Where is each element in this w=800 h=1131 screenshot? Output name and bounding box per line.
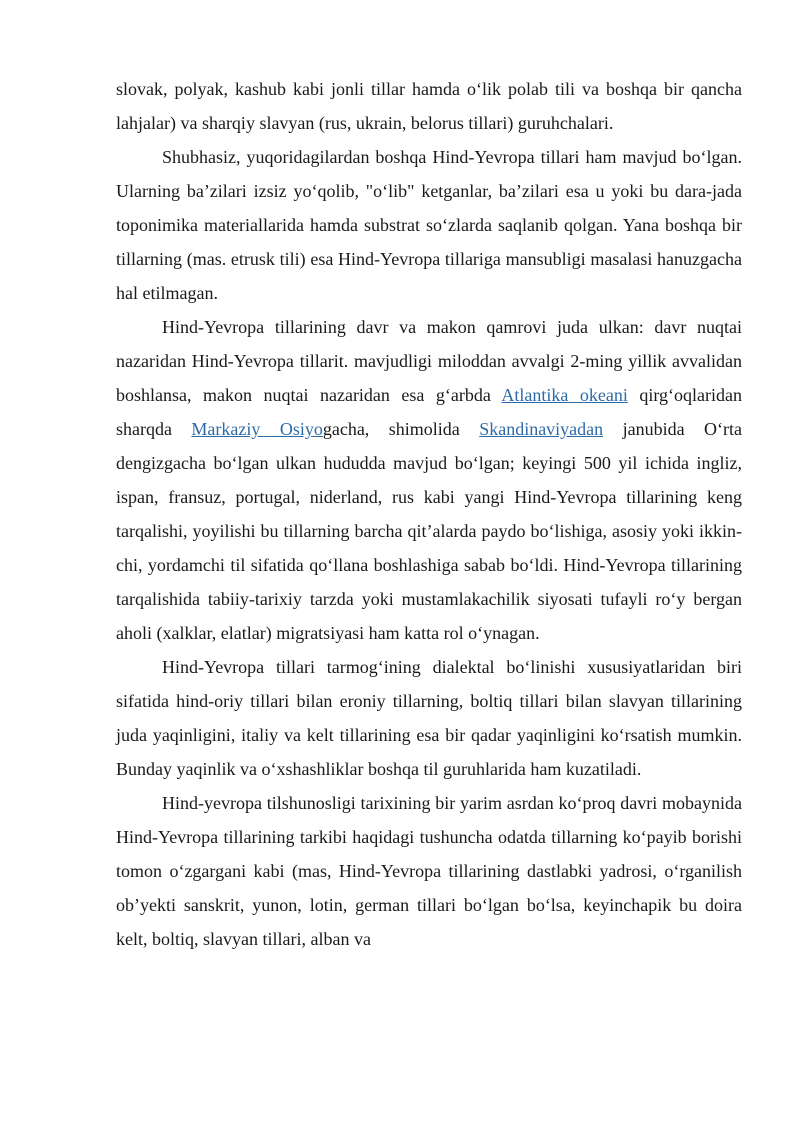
paragraph-text: janubida O‘rta dengizgacha bo‘lgan ulkan hududda mavjud bo‘lgan; keyingi 500 yil ichida ingliz, ispan, fransuz, portugal, niderland, rus kabi yangi Hind-Yevropa tillarining keng tarqalishi, yoyilishi bu tillarning barcha qit’alarda paydo bo‘lishiga, asosiy yoki ikkin-chi, yordamchi til sifatida qo‘llana boshlashiga sabab bo‘ldi. Hind-Yevropa tillarining tarqalishida tabiiy-tarixiy tarzda yoki mustamlakachilik siyosati tufayli ro‘y bergan aholi (xalklar, elatlar) migratsiyasi ham katta rol o‘ynagan. bbox=[116, 419, 742, 643]
central-asia-link[interactable]: Markaziy Osiyo bbox=[191, 419, 323, 439]
paragraph-continuation: slovak, polyak, kashub kabi jonli tillar hamda o‘lik polab tili va boshqa bir qancha lahjalar) va sharqiy slavyan (rus, ukrain, belorus tillari) guruhchalari. bbox=[116, 79, 742, 133]
scandinavia-link[interactable]: Skandinaviyadan bbox=[479, 419, 604, 439]
paragraph-extinct-languages: Shubhasiz, yuqoridagilardan boshqa Hind-Yevropa tillari ham mavjud bo‘lgan. Ularning ba’zilari izsiz yo‘qolib, "o‘lib" ketganlar, ba’zilari esa u yoki bu dara-jada toponimika materiallarida hamda substrat so‘zlarda saqlanib qolgan. Yana boshqa bir tillarning (mas. etrusk tili) esa Hind-Yevropa tillariga mansubligi masalasi hanuzgacha hal etilmagan. bbox=[116, 147, 742, 303]
body-text bbox=[116, 72, 742, 956]
paragraph-dialectal-division: Hind-Yevropa tillari tarmog‘ining dialektal bo‘linishi xususiyatlaridan biri sifatida hind-oriy tillari bilan eroniy tillarning, boltiq tillari bilan slavyan tillarining juda yaqinligini, italiy va kelt tillarining esa bir qadar yaqinligini ko‘rsatish mumkin. Bunday yaqinlik va o‘xshashliklar boshqa til guruhlarida ham kuzatiladi. bbox=[116, 657, 742, 779]
paragraph-text: gacha, shimolida bbox=[322, 419, 480, 439]
paragraph-spread bbox=[116, 310, 742, 650]
atlantic-ocean-link[interactable]: Atlantika okeani bbox=[501, 385, 628, 405]
paragraph-history: Hind-yevropa tilshunosligi tarixining bir yarim asrdan ko‘proq davri mobaynida Hind-Yevropa tillarining tarkibi haqidagi tushuncha odatda tillarning ko‘payib borishi tomon o‘zgargani kabi (mas, Hind-Yevropa tillarining dastlabki yadrosi, o‘rganilish ob’yekti sanskrit, yunon, lotin, german tillari bo‘lgan bo‘lsa, keyinchapik bu doira kelt, boltiq, slavyan tillari, alban va bbox=[116, 793, 742, 949]
paragraph-text: Hind-Yevropa tillarining davr va makon qamrovi juda ulkan: davr nuqtai nazaridan Hind-Yevropa tillarit. mavjudligi miloddan avvalgi 2-ming yillik avvalidan boshlansa, makon nuqtai nazaridan esa g‘arbda bbox=[116, 317, 742, 405]
paragraph-text: qirg‘oqlaridan sharqda bbox=[116, 385, 742, 439]
